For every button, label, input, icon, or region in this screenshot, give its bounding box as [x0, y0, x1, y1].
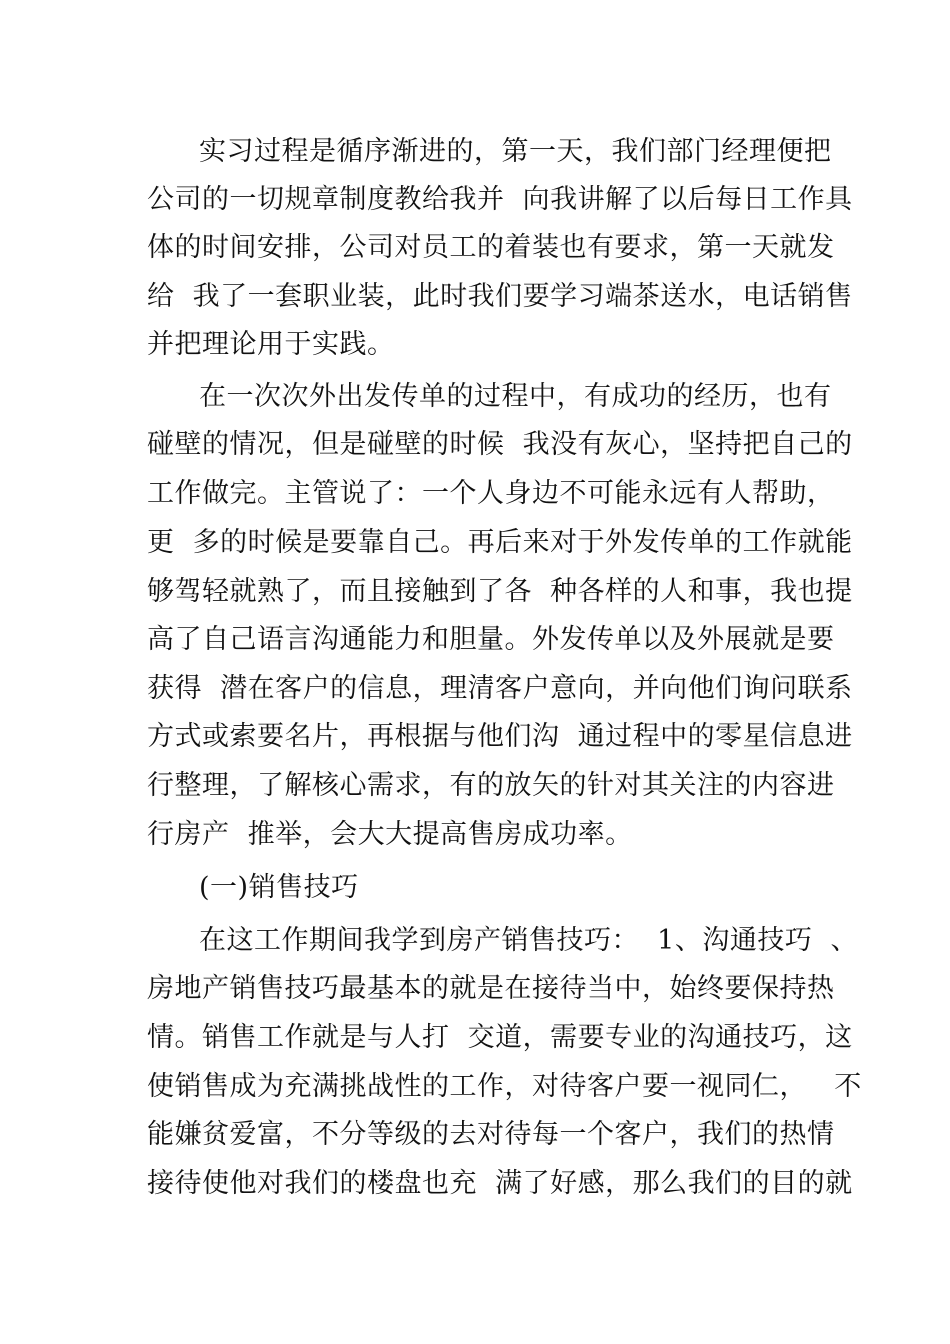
paragraph-2-line-5: 够驾轻就熟了，而且接触到了各 种各样的人和事，我也提	[147, 576, 853, 607]
paragraph-2-line-1: 在一次次外出发传单的过程中，有成功的经历，也有	[199, 381, 832, 412]
paragraph-2-line-4: 更 多的时候是要靠自己。再后来对于外发传单的工作就能	[147, 527, 853, 558]
paragraph-3-line-3: 情。销售工作就是与人打 交道，需要专业的沟通技巧，这	[147, 1022, 853, 1053]
paragraph-2-line-10: 行房产 推举，会大大提高售房成功率。	[147, 819, 633, 850]
paragraph-1-line-3: 体的时间安排，公司对员工的着装也有要求，第一天就发	[147, 232, 835, 263]
paragraph-3-line-2: 房地产销售技巧最基本的就是在接待当中，始终要保持热	[147, 973, 835, 1004]
paragraph-2-line-7: 获得 潜在客户的信息，理清客户意向，并向他们询问联系	[147, 673, 853, 704]
paragraph-2-line-3: 工作做完。主管说了：一个人身边不可能永远有人帮助，	[147, 478, 835, 509]
paragraph-2-line-9: 行整理，了解核心需求，有的放矢的针对其关注的内容进	[147, 770, 835, 801]
paragraph-1-line-1: 实习过程是循序渐进的，第一天，我们部门经理便把	[199, 136, 832, 167]
paragraph-3-line-6: 接待使他对我们的楼盘也充 满了好感，那么我们的目的就	[147, 1168, 853, 1199]
paragraph-3-line-5: 能嫌贫爱富，不分等级的去对待每一个客户，我们的热情	[147, 1119, 835, 1150]
paragraph-1-line-5: 并把理论用于实践。	[147, 329, 395, 360]
paragraph-1-line-4: 给 我了一套职业装，此时我们要学习端茶送水，电话销售	[147, 281, 853, 312]
section-heading: (一)销售技巧	[199, 872, 359, 903]
paragraph-2-line-6: 高了自己语言沟通能力和胆量。外发传单以及外展就是要	[147, 624, 835, 655]
paragraph-2-line-8: 方式或索要名片，再根据与他们沟 通过程中的零星信息进	[147, 721, 853, 752]
paragraph-3-line-4: 使销售成为充满挑战性的工作，对待客户要一视同仁， 不	[147, 1071, 862, 1102]
paragraph-2-line-2: 碰壁的情况，但是碰壁的时候 我没有灰心，坚持把自己的	[147, 429, 853, 460]
paragraph-3-line-1: 在这工作期间我学到房产销售技巧： 1、沟通技巧 、	[199, 925, 859, 956]
paragraph-1-line-2: 公司的一切规章制度教给我并 向我讲解了以后每日工作具	[147, 184, 853, 215]
